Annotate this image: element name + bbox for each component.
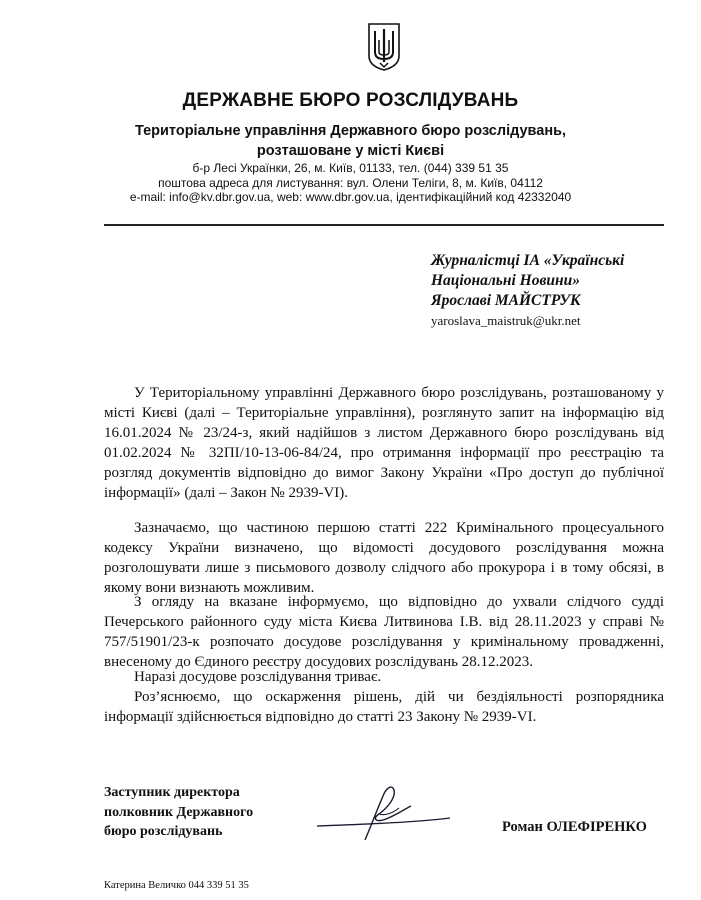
subtitle-line: Територіальне управління Державного бюро розслідувань, (134, 123, 567, 139)
body-paragraph (104, 518, 664, 598)
postal-address-line: поштова адреса для листування: вул. Олени Теліги, 8, м. Київ, 04112 (158, 175, 543, 190)
paragraph-text: Наразі досудове розслідування триває. (134, 669, 382, 685)
signatory-line: Заступник директора (104, 785, 240, 800)
body-paragraph (104, 687, 664, 727)
signatory-line: бюро розслідувань (104, 824, 223, 839)
contact-block (0, 161, 701, 205)
trident-icon (366, 22, 402, 72)
signatory-line: полковник Державного (104, 804, 254, 820)
recipient-line: Журналістці ІА «Українські (431, 252, 625, 269)
paragraph-text: У Територіальному управлінні Державного бюро розслідувань, розташованому у місті Києві (далі – Територіальне управління), розглянуто запит на інформацію від 16.01.2024 № 23/24-з, який надійшов з листом Державного бюро розслідувань від 01.02.2024 № 32ПІ/10-13-06-84/24, про отримання інформації про реєстрацію та розгляд документів відповідно до вимог Закону України «Про доступ до публічної інформації» (далі – Закон № 2939-VI). (104, 385, 664, 501)
recipient-email: yaroslava_maistruk@ukr.net (431, 313, 581, 328)
subtitle-line: розташоване у місті Києві (256, 143, 445, 159)
body-paragraph (104, 667, 664, 687)
paragraph-text: Роз’яснюємо, що оскарження рішень, дій чи бездіяльності розпорядника інформації здійснюється відповідно до статті 23 Закону № 2939-VI. (104, 689, 664, 725)
executor-contact: Катерина Величко 044 339 51 35 (104, 880, 249, 891)
paragraph-text: З огляду на вказане інформуємо, що відповідно до ухвали слідчого судді Печерського районного суду міста Києва Литвинова І.В. від 28.11.2023 у справі № 757/51901/23-к розпочато досудове розслідування у кримінальному провадженні, внесеному до Єдиного реєстру досудових розслідувань 28.12.2023. (104, 594, 664, 670)
handwritten-signature (315, 780, 475, 844)
signatory-title (104, 783, 253, 842)
recipient-line: Ярославі МАЙСТРУК (431, 292, 581, 309)
paragraph-text: Зазначаємо, що частиною першою статті 222 Кримінального процесуального кодексу України визначено, що відомості досудового розслідування можна розголошувати лише з письмового дозволу слідчого або прокурора і в тому обсязі, в якому вони визнають можливим. (104, 520, 664, 596)
email-web-line: e-mail: info@kv.dbr.gov.ua, web: www.dbr.gov.ua, ідентифікаційний код 42332040 (129, 190, 572, 204)
body-paragraph (104, 592, 664, 672)
signer-name: Роман ОЛЕФІРЕНКО (502, 819, 647, 835)
agency-name: ДЕРЖАВНЕ БЮРО РОЗСЛІДУВАНЬ (182, 90, 519, 111)
body-paragraph (104, 383, 664, 503)
recipient-line: Національні Новини» (431, 272, 580, 289)
header-divider (104, 224, 664, 226)
address-line: б-р Лесі Українки, 26, м. Київ, 01133, тел. (044) 339 51 35 (192, 161, 509, 175)
recipient-block (431, 251, 681, 311)
agency-subtitle (0, 121, 701, 161)
